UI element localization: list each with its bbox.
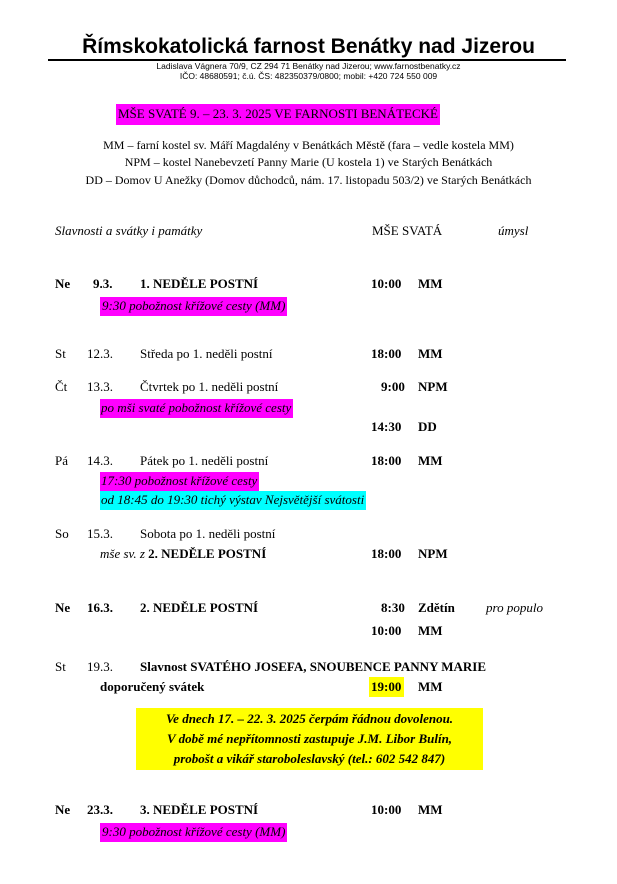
row-note: 9:30 pobožnost křížové cesty (MM): [100, 297, 287, 316]
column-feasts: Slavnosti a svátky i památky: [55, 223, 203, 238]
row-name: 1. NEDĚLE POSTNÍ: [140, 276, 259, 291]
parish-title: Římskokatolická farnost Benátky nad Jizerou: [82, 35, 535, 58]
row-time: 10:00: [371, 276, 402, 291]
row-day: St: [55, 659, 66, 674]
row-time: 19:00: [369, 677, 404, 697]
vacation-notice: [136, 708, 483, 770]
row-place: Zdětín: [418, 600, 455, 615]
row-sub-bold: 2. NEDĚLE POSTNÍ: [148, 546, 267, 561]
row-time-2: 10:00: [371, 623, 402, 638]
row-note: 9:30 pobožnost křížové cesty (MM): [100, 823, 287, 842]
contact-ids: IČO: 48680591; č.ú. ČS: 482350379/0800; mobil: +420 724 550 009: [179, 71, 438, 81]
row-place: NPM: [418, 546, 448, 561]
row-place: NPM: [418, 379, 448, 394]
row-place: MM: [418, 679, 443, 694]
notice-line: Ve dnech 17. – 22. 3. 2025 čerpám řádnou dovolenou.: [165, 711, 454, 726]
row-date: 15.3.: [87, 526, 113, 541]
column-intention: úmysl: [498, 223, 529, 238]
row-date: 9.3.: [93, 276, 113, 291]
row-name: 3. NEDĚLE POSTNÍ: [140, 802, 259, 817]
row-note: po mši svaté pobožnost křížové cesty: [100, 399, 293, 418]
row-day: Pá: [55, 453, 68, 468]
row-time: 18:00: [371, 453, 402, 468]
row-place-2: MM: [418, 623, 443, 638]
row-date: 14.3.: [87, 453, 113, 468]
row-name: Středa po 1. neděli postní: [140, 346, 273, 361]
legend-mm: MM – farní kostel sv. Máří Magdalény v Benátkách Městě (fara – vedle kostela MM): [103, 138, 514, 152]
row-date: 19.3.: [87, 659, 113, 674]
row-sub-prefix: mše sv. z: [100, 546, 145, 561]
row-date: 12.3.: [87, 346, 113, 361]
row-place: MM: [418, 346, 443, 361]
row-time: 18:00: [371, 546, 402, 561]
row-note: 17:30 pobožnost křížové cesty: [100, 472, 259, 491]
row-date: 16.3.: [87, 600, 113, 615]
row-name: Slavnost SVATÉHO JOSEFA, SNOUBENCE PANNY MARIE: [140, 659, 486, 674]
row-name: 2. NEDĚLE POSTNÍ: [140, 600, 259, 615]
row-time: 8:30: [381, 600, 405, 615]
row-time-2: 14:30: [371, 419, 402, 434]
row-name: Sobota po 1. neděli postní: [140, 526, 276, 541]
row-day: St: [55, 346, 66, 361]
row-date: 23.3.: [87, 802, 113, 817]
row-place: MM: [418, 802, 443, 817]
row-date: 13.3.: [87, 379, 113, 394]
row-time: 18:00: [371, 346, 402, 361]
row-day: So: [55, 526, 69, 541]
notice-line: probošt a vikář staroboleslavský (tel.: 602 542 847): [173, 751, 446, 766]
row-day: Ne: [55, 802, 71, 817]
row-day: Čt: [55, 379, 68, 394]
row-sub: doporučený svátek: [100, 679, 205, 694]
row-day: Ne: [55, 600, 71, 615]
column-masses: MŠE SVATÁ: [372, 223, 443, 238]
row-place: MM: [418, 276, 443, 291]
contact-address: Ladislava Vágnera 70/9, CZ 294 71 Benátky nad Jizerou; www.farnostbenatky.cz: [156, 61, 461, 71]
row-time: 10:00: [371, 802, 402, 817]
legend-npm: NPM – kostel Nanebevzetí Panny Marie (U kostela 1) ve Starých Benátkách: [124, 155, 493, 169]
row-time: 9:00: [381, 379, 405, 394]
row-sub: [100, 546, 266, 562]
row-place: MM: [418, 453, 443, 468]
row-intention: pro populo: [486, 600, 543, 615]
row-day: Ne: [55, 276, 71, 291]
row-name: Čtvrtek po 1. neděli postní: [140, 379, 279, 394]
legend-dd: DD – Domov U Anežky (Domov důchodců, nám. 17. listopadu 503/2) ve Starých Benátkách: [85, 173, 532, 187]
row-name: Pátek po 1. neděli postní: [140, 453, 269, 468]
notice-line: V době mé nepřítomnosti zastupuje J.M. Libor Bulín,: [166, 731, 453, 746]
row-place-2: DD: [418, 419, 437, 434]
schedule-heading: MŠE SVATÉ 9. – 23. 3. 2025 VE FARNOSTI BENÁTECKÉ: [116, 104, 440, 125]
row-note-2: od 18:45 do 19:30 tichý výstav Nejsvětější svátosti: [100, 491, 366, 510]
